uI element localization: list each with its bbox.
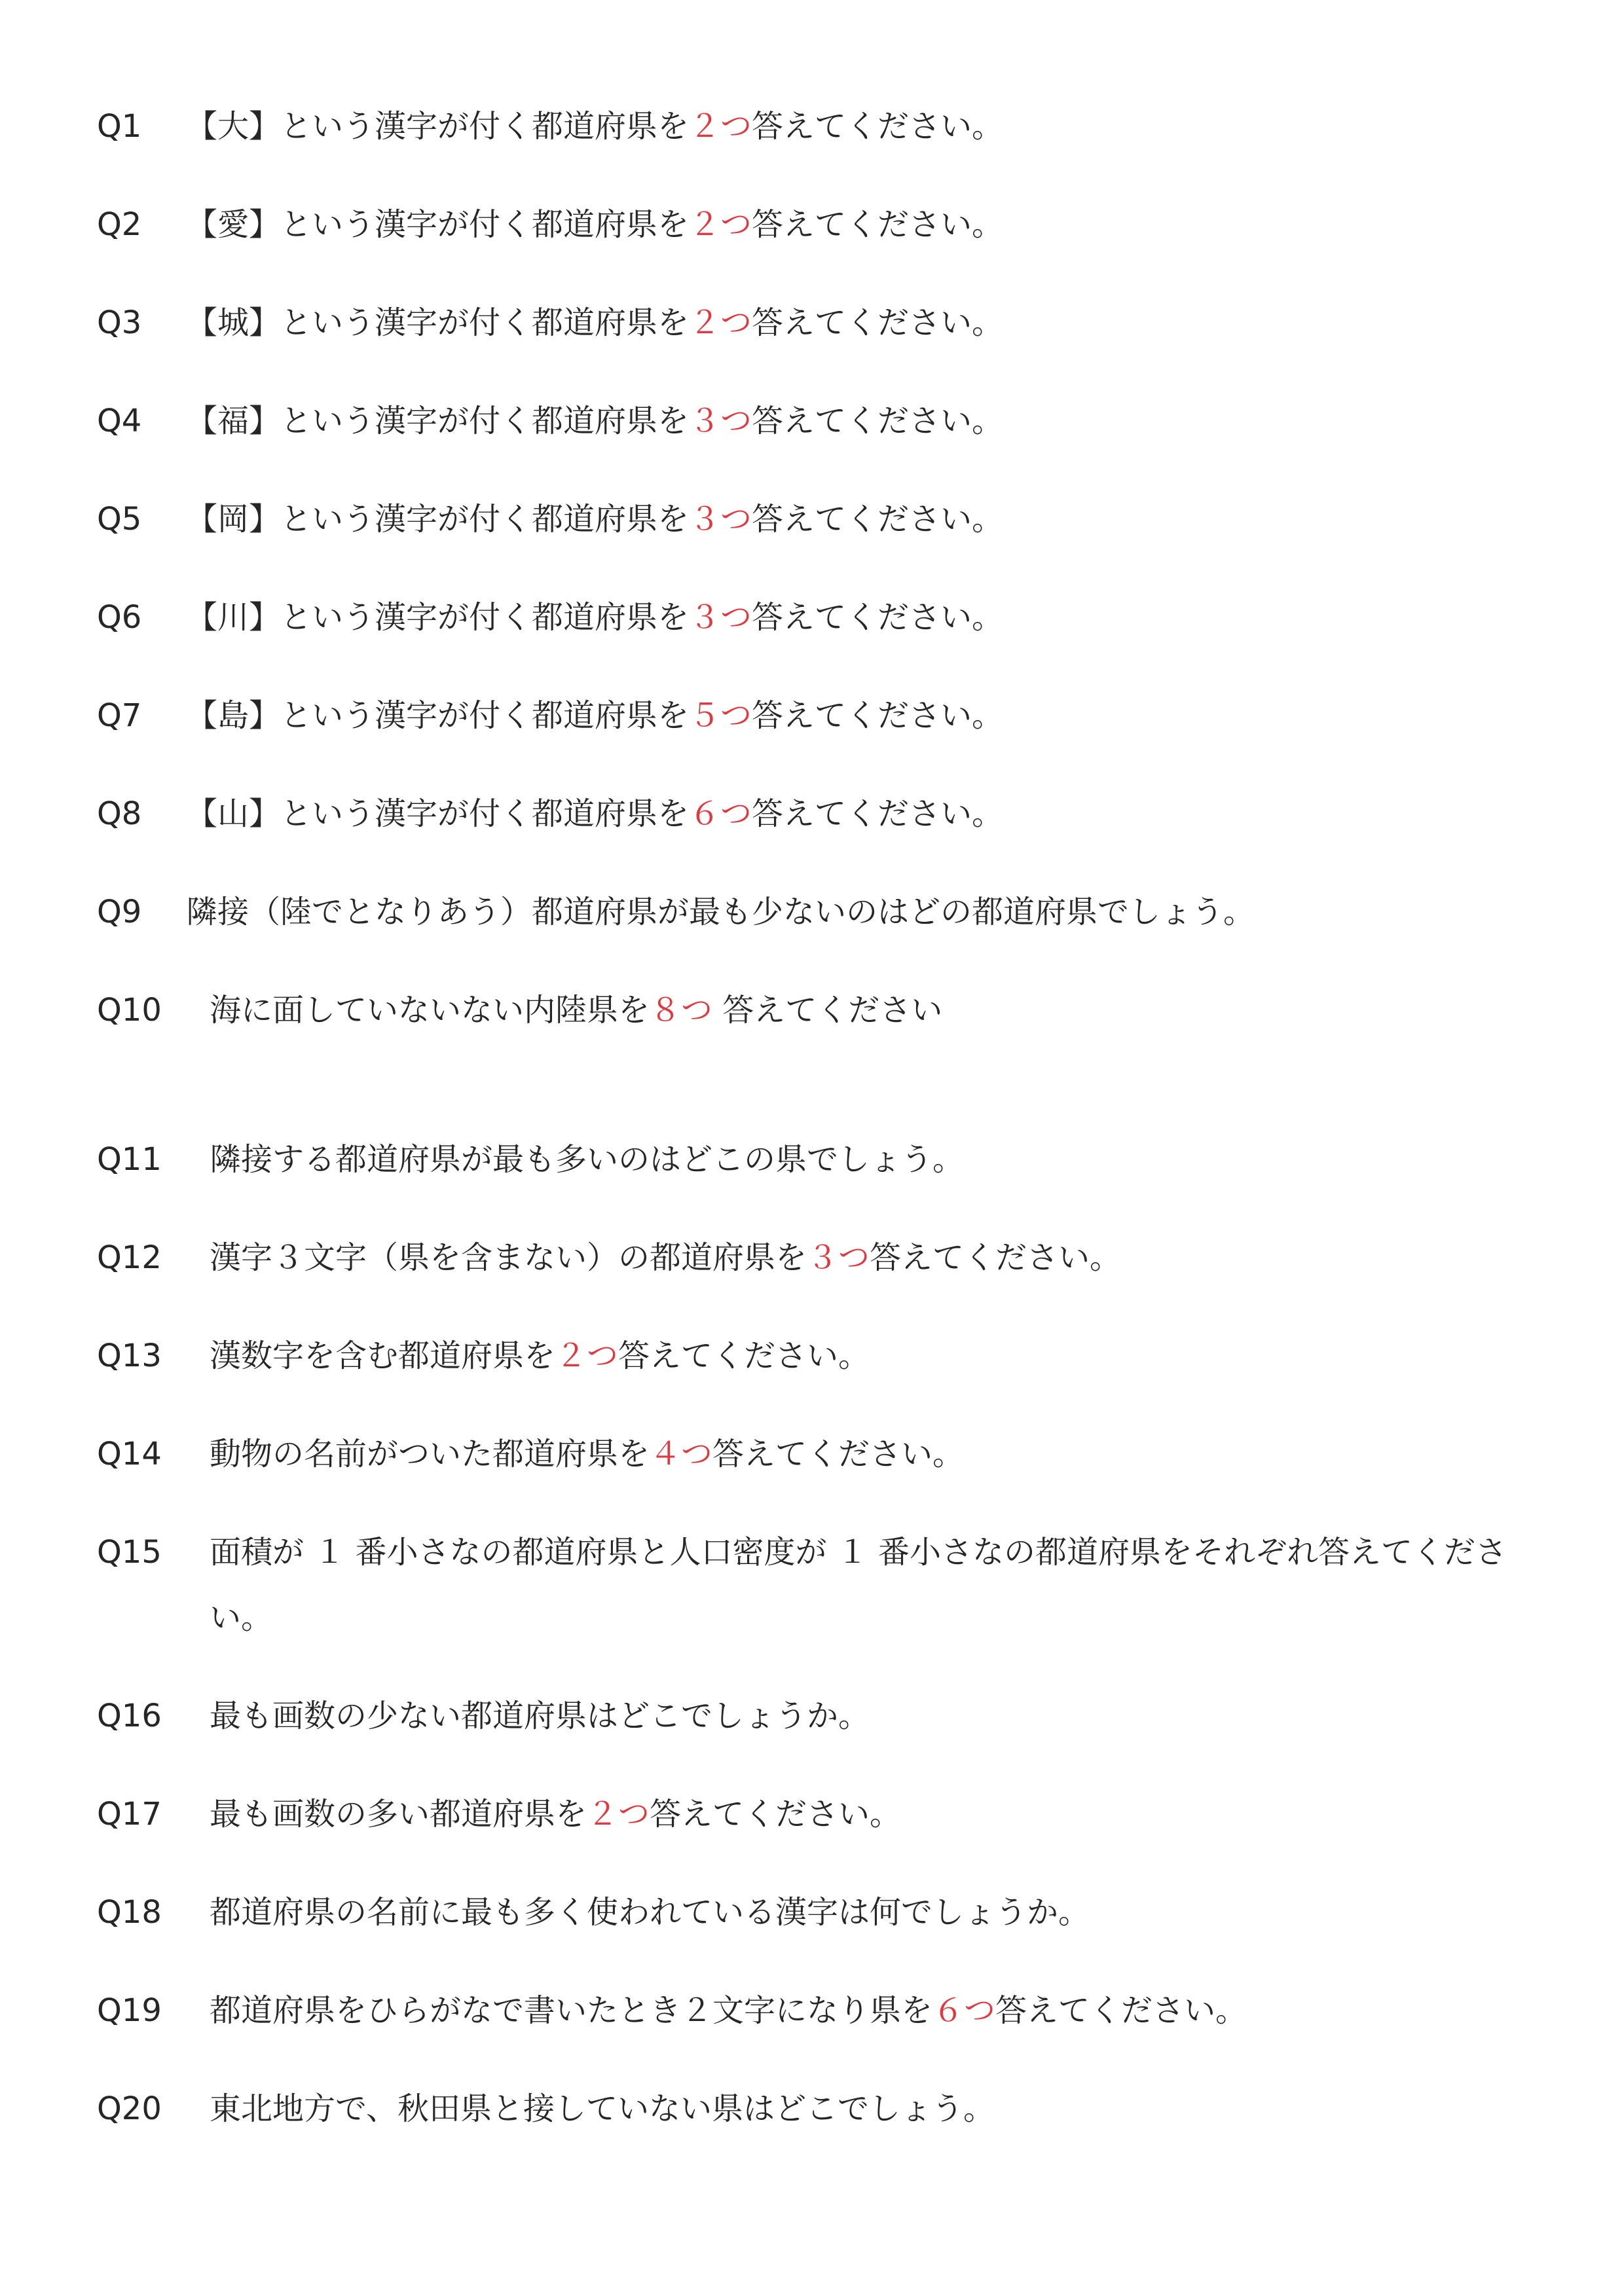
answer-count: ３つ [689, 403, 752, 439]
question-text: 隣接（陸でとなりあう）都道府県が最も少ないのはどの都道府県でしょう。 [186, 894, 1255, 930]
question-text: 【川】という漢字が付く都道府県を３つ答えてください。 [186, 599, 1004, 636]
answer-count: ２つ [689, 304, 752, 341]
question-item [97, 1225, 1122, 1290]
question-number: Q15 [97, 1534, 162, 1571]
question-text: 【愛】という漢字が付く都道府県を２つ答えてください。 [186, 206, 1004, 243]
answer-count: ６つ [932, 1992, 996, 2029]
answer-count: ２つ [587, 1796, 650, 1832]
question-text: 動物の名前がついた都道府県を４つ答えてください。 [210, 1436, 965, 1472]
question-text: 【城】という漢字が付く都道府県を２つ答えてください。 [186, 304, 1004, 341]
question-item [97, 192, 1004, 257]
question-text: 最も画数の多い都道府県を２つ答えてください。 [210, 1796, 902, 1832]
question-item [97, 1880, 1090, 1945]
answer-count: ８つ [650, 992, 713, 1029]
question-text: 都道府県の名前に最も多く使われている漢字は何でしょうか。 [210, 1894, 1090, 1931]
answer-count: ２つ [689, 108, 752, 145]
question-text: 【山】という漢字が付く都道府県を６つ答えてください。 [186, 795, 1004, 832]
question-number: Q20 [97, 2090, 162, 2127]
question-item [97, 781, 1004, 847]
question-number: Q2 [97, 206, 142, 243]
question-item [97, 2076, 995, 2141]
question-text: 隣接する都道府県が最も多いのはどこの県でしょう。 [210, 1141, 965, 1178]
answer-count: ４つ [650, 1436, 713, 1472]
question-number: Q18 [97, 1894, 162, 1931]
question-item [97, 1781, 902, 1847]
question-text: 漢数字を含む都道府県を２つ答えてください。 [210, 1338, 870, 1374]
answer-count: ５つ [689, 697, 752, 734]
question-number: Q5 [97, 501, 142, 538]
question-text: 【島】という漢字が付く都道府県を５つ答えてください。 [186, 697, 1004, 734]
question-number: Q7 [97, 697, 142, 734]
question-text: 面積が １ 番小さなの都道府県と人口密度が １ 番小さなの都道府県をそれぞれ答えてください。 [210, 1534, 1507, 1636]
question-text: 都道府県をひらがなで書いたとき２文字になり県を６つ答えてください。 [210, 1992, 1247, 2029]
answer-count: ３つ [807, 1239, 870, 1276]
question-number: Q4 [97, 403, 142, 439]
question-item [97, 1127, 965, 1192]
question-number: Q10 [97, 992, 162, 1029]
question-number: Q11 [97, 1141, 162, 1178]
question-number: Q1 [97, 108, 142, 145]
question-item [97, 1421, 965, 1487]
question-item [97, 388, 1004, 454]
question-text: 【福】という漢字が付く都道府県を３つ答えてください。 [186, 403, 1004, 439]
question-number: Q3 [97, 304, 142, 341]
answer-count: ２つ [689, 206, 752, 243]
question-number: Q9 [97, 894, 142, 930]
question-text: 【大】という漢字が付く都道府県を２つ答えてください。 [186, 108, 1004, 145]
question-text: 海に面していないない内陸県を８つ 答えてください [210, 992, 943, 1029]
answer-count: ６つ [689, 795, 752, 832]
question-item [97, 290, 1004, 355]
question-item [97, 1978, 1247, 2043]
question-number: Q6 [97, 599, 142, 636]
question-item [97, 879, 1255, 945]
question-number: Q8 [97, 795, 142, 832]
question-item [97, 1683, 870, 1749]
question-item [97, 585, 1004, 650]
question-number: Q16 [97, 1698, 162, 1734]
question-item [97, 486, 1004, 552]
question-text: 漢字３文字（県を含まない）の都道府県を３つ答えてください。 [210, 1239, 1122, 1276]
question-item [97, 977, 943, 1043]
question-number: Q19 [97, 1992, 162, 2029]
answer-count: ３つ [689, 599, 752, 636]
question-number: Q14 [97, 1436, 162, 1472]
question-text: 【岡】という漢字が付く都道府県を３つ答えてください。 [186, 501, 1004, 538]
question-item [97, 1323, 870, 1389]
answer-count: ３つ [689, 501, 752, 538]
question-number: Q12 [97, 1239, 162, 1276]
answer-count: ２つ [555, 1338, 619, 1374]
question-item [97, 1520, 1507, 1636]
question-text: 最も画数の少ない都道府県はどこでしょうか。 [210, 1698, 870, 1734]
question-number: Q17 [97, 1796, 162, 1832]
question-text: 東北地方で、秋田県と接していない県はどこでしょう。 [210, 2090, 995, 2127]
question-number: Q13 [97, 1338, 162, 1374]
question-item [97, 94, 1004, 159]
question-item [97, 683, 1004, 748]
